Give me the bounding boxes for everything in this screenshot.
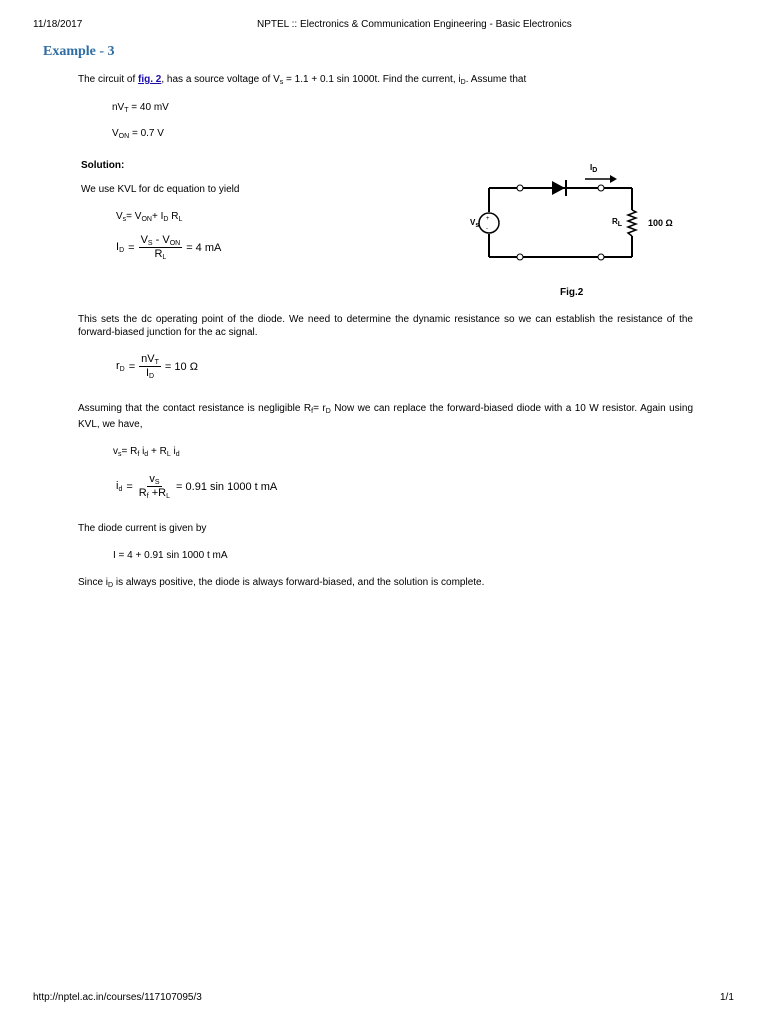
terminal-node xyxy=(598,185,604,191)
diode-current-text: The diode current is given by xyxy=(78,523,207,534)
equation-id-ac: $i_d$ = $\frac{v_S}{R_f +R_L}$ = 0.91 sin 1000 t mA xyxy=(116,473,278,500)
equation-id: $I_D$ = $\frac{V_S - V_{ON}}{R_L}$ = 4 mA xyxy=(116,234,222,261)
circuit-diagram xyxy=(470,160,710,300)
terminal-node xyxy=(517,254,523,260)
conclusion-text: Since $i_D$ is always positive, the diode is always forward-biased, and the solution is complete. xyxy=(78,577,485,589)
example-title: Example - 3 xyxy=(43,44,115,59)
footer-url: http://nptel.ac.in/courses/117107095/3 xyxy=(33,992,202,1003)
equation-kvl-ac: $v_s= R_f$ $i_d + R_L$ $i_d$ xyxy=(113,446,180,458)
footer-page-number: 1/1 xyxy=(720,992,734,1003)
contact-resistance-paragraph: Assuming that the contact resistance is negligible $R_f= r_D$ Now we can replace the forward-biased diode with a 10 W resistor. Again using KVL, we have, xyxy=(78,403,694,430)
equation-kvl-dc: $V_s= V_{ON}+ I_D$ $R_L$ xyxy=(116,211,183,223)
equation-total-current: I = 4 + 0.91 sin 1000 t mA xyxy=(113,550,228,561)
resistor-label: $R_L$ xyxy=(612,217,623,228)
kvl-text: We use KVL for dc equation to yield xyxy=(81,184,240,195)
fraction: $\frac{v_S}{R_f +R_L}$ xyxy=(138,473,171,500)
problem-statement: The circuit of fig. 2, has a source voltage of $V_s = 1.1 + 0.1$ sin 1000t. Find the current, $i_D$. Assume that xyxy=(78,74,527,86)
dc-operating-point-paragraph: This sets the dc operating point of the diode. We need to determine the dynamic resistance so we can establish the resistance of the forward-biased junction for the ac signal. xyxy=(78,314,693,338)
resistor-icon xyxy=(628,210,636,236)
source-label: $V_s$ xyxy=(470,218,480,229)
fig2-link[interactable]: fig. 2 xyxy=(138,74,162,85)
resistor-value: 100 Ω xyxy=(648,218,673,228)
assumption-nvt: $nV_T = 40$ mV xyxy=(112,102,169,114)
solution-heading: Solution: xyxy=(81,160,125,171)
svg-text:-: - xyxy=(486,226,488,232)
svg-text:+: + xyxy=(486,216,490,222)
page-header-title: NPTEL :: Electronics & Communication Engineering - Basic Electronics xyxy=(257,19,572,30)
equation-rd: $r_D$ = $\frac{nV_T}{I_D}$ = 10 Ω xyxy=(116,353,198,380)
fraction: $\frac{V_S - V_{ON}}{R_L}$ xyxy=(140,234,181,261)
current-label: $I_D$ xyxy=(590,163,598,174)
current-arrowhead xyxy=(610,175,617,183)
print-date: 11/18/2017 xyxy=(33,19,83,30)
terminal-node xyxy=(517,185,523,191)
assumption-von: $V_{ON} = 0.7$ V xyxy=(112,128,164,140)
figure-caption: Fig.2 xyxy=(560,287,584,298)
terminal-node xyxy=(598,254,604,260)
diode-icon xyxy=(552,181,565,195)
fraction: $\frac{nV_T}{I_D}$ xyxy=(141,353,159,380)
